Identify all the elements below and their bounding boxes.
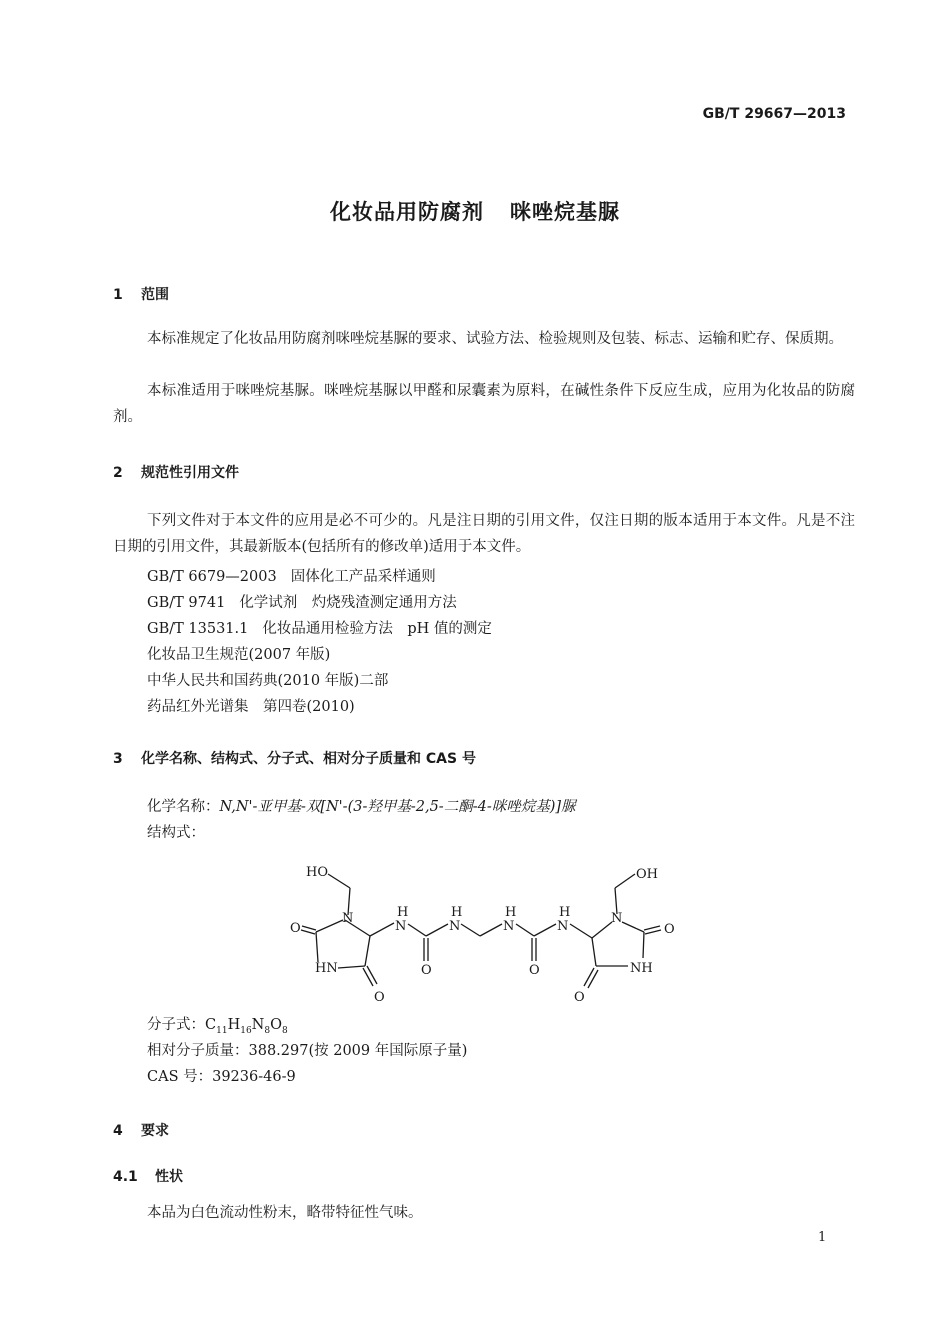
o-label: O — [529, 963, 540, 978]
o-label: O — [290, 921, 301, 936]
standard-code: GB/T 29667—2013 — [702, 106, 846, 122]
n-label: N — [611, 911, 623, 926]
page-number: 1 — [818, 1230, 827, 1245]
structure-label: 结构式： — [147, 825, 205, 841]
reference-item: GB/T 13531.1 化妆品通用检验方法 pH 值的测定 — [147, 621, 492, 637]
o-label: O — [421, 963, 432, 978]
n-label: N — [342, 911, 354, 926]
cas-number: CAS 号：39236-46-9 — [147, 1069, 296, 1085]
title-part1: 化妆品用防腐剂 — [330, 200, 484, 224]
reference-item: GB/T 6679—2003 固体化工产品采样通则 — [147, 569, 436, 585]
document-title — [0, 196, 950, 226]
o-label: O — [574, 990, 585, 1005]
n-label: N — [395, 919, 407, 934]
h-label: H — [505, 905, 517, 920]
section-2-heading: 2 规范性引用文件 — [113, 465, 239, 481]
o-label: O — [374, 990, 385, 1005]
title-part2: 咪唑烷基脲 — [510, 200, 620, 224]
o-label: O — [664, 922, 675, 937]
reference-item: 药品红外光谱集 第四卷(2010) — [147, 699, 355, 715]
section-1-paragraph-1: 本标准规定了化妆品用防腐剂咪唑烷基脲的要求、试验方法、检验规则及包装、标志、运输和贮存、保质期。 — [147, 331, 843, 347]
hn-label: HN — [315, 961, 338, 976]
nh-label: NH — [630, 961, 653, 976]
reference-item: GB/T 9741 化学试剂 灼烧残渣测定通用方法 — [147, 595, 457, 611]
n-label: N — [557, 919, 569, 934]
h-label: H — [451, 905, 463, 920]
n-label: N — [449, 919, 461, 934]
reference-item: 中华人民共和国药典(2010 年版)二部 — [147, 673, 389, 689]
section-3-heading: 3 化学名称、结构式、分子式、相对分子质量和 CAS 号 — [113, 751, 476, 767]
h-label: H — [397, 905, 409, 920]
molecular-formula: 分子式：$C_{11}H_{16}N_8O_8$ — [147, 1017, 288, 1036]
section-1-paragraph-2: 本标准适用于咪唑烷基脲。咪唑烷基脲以甲醛和尿囊素为原料，在碱性条件下反应生成，应用为化妆品的防腐剂。 — [113, 383, 855, 425]
section-4-1-paragraph: 本品为白色流动性粉末，略带特征性气味。 — [147, 1205, 423, 1221]
section-1-heading: 1 范围 — [113, 287, 169, 303]
section-2-paragraph-1: 下列文件对于本文件的应用是必不可少的。凡是注日期的引用文件，仅注日期的版本适用于本文件。凡是不注日期的引用文件，其最新版本(包括所有的修改单)适用于本文件。 — [113, 513, 855, 555]
structural-formula — [280, 858, 700, 1008]
chemical-name: 化学名称：N,N'-亚甲基-双[N'-(3-羟甲基-2,5-二酮-4-咪唑烷基)]脲 — [147, 799, 576, 815]
molecular-mass: 相对分子质量：388.297(按 2009 年国际原子量) — [147, 1043, 468, 1059]
section-4-heading: 4 要求 — [113, 1123, 169, 1139]
reference-item: 化妆品卫生规范(2007 年版) — [147, 647, 331, 663]
ho-label: HO — [306, 865, 328, 880]
h-label: H — [559, 905, 571, 920]
section-4-1-heading: 4.1 性状 — [113, 1169, 183, 1185]
oh-label: OH — [636, 867, 658, 882]
n-label: N — [503, 919, 515, 934]
